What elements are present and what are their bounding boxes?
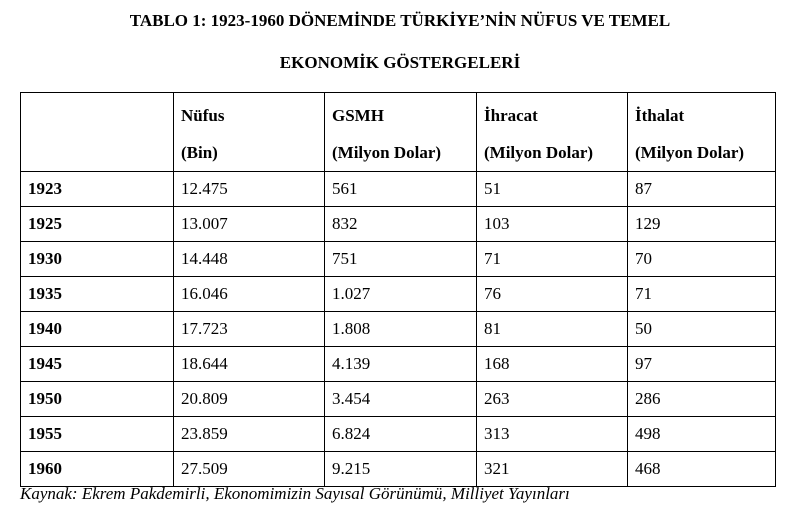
header-exports [477,93,628,172]
year-cell: 1955 [21,417,174,452]
header-label-line-2: (Milyon Dolar) [484,143,594,162]
population-cell: 17.723 [174,312,325,347]
population-cell: 14.448 [174,242,325,277]
header-label-line-1: Nüfus [181,106,225,125]
header-label-line-2: (Bin) [181,143,218,162]
population-cell: 12.475 [174,172,325,207]
table-row [21,207,776,242]
population-cell: 13.007 [174,207,325,242]
exports-cell: 51 [477,172,628,207]
year-cell: 1923 [21,172,174,207]
gnp-cell: 751 [325,242,477,277]
imports-cell: 286 [628,382,776,417]
table-row [21,417,776,452]
year-cell: 1960 [21,452,174,487]
exports-cell: 81 [477,312,628,347]
header-imports [628,93,776,172]
header-label-line-1: İthalat [635,106,685,125]
table-row [21,312,776,347]
table-header-row [21,93,776,172]
imports-cell: 50 [628,312,776,347]
gnp-cell: 832 [325,207,477,242]
header-year-column [21,93,174,172]
table-row [21,382,776,417]
exports-cell: 313 [477,417,628,452]
header-label-line-2: (Milyon Dolar) [635,143,745,162]
header-population [174,93,325,172]
gnp-cell: 1.808 [325,312,477,347]
imports-cell: 71 [628,277,776,312]
gnp-cell: 4.139 [325,347,477,382]
year-cell: 1945 [21,347,174,382]
year-cell: 1950 [21,382,174,417]
imports-cell: 87 [628,172,776,207]
exports-cell: 71 [477,242,628,277]
table-title-line-2: EKONOMİK GÖSTERGELERİ [279,53,521,72]
table-row [21,452,776,487]
exports-cell: 263 [477,382,628,417]
year-cell: 1930 [21,242,174,277]
exports-cell: 76 [477,277,628,312]
statistics-table [20,92,776,487]
header-label-line-1: GSMH [332,106,384,125]
exports-cell: 168 [477,347,628,382]
year-cell: 1935 [21,277,174,312]
header-label-line-2: (Milyon Dolar) [332,143,442,162]
year-cell: 1925 [21,207,174,242]
exports-cell: 321 [477,452,628,487]
population-cell: 18.644 [174,347,325,382]
table-row [21,242,776,277]
table-row [21,172,776,207]
table-row [21,347,776,382]
imports-cell: 498 [628,417,776,452]
source-citation: Kaynak: Ekrem Pakdemirli, Ekonomimizin Sayısal Görünümü, Milliyet Yayınları [20,484,570,503]
imports-cell: 70 [628,242,776,277]
population-cell: 16.046 [174,277,325,312]
population-cell: 27.509 [174,452,325,487]
header-gnp [325,93,477,172]
exports-cell: 103 [477,207,628,242]
table-row [21,277,776,312]
gnp-cell: 1.027 [325,277,477,312]
imports-cell: 129 [628,207,776,242]
gnp-cell: 3.454 [325,382,477,417]
table-title-line-1: TABLO 1: 1923-1960 DÖNEMİNDE TÜRKİYE’NİN NÜFUS VE TEMEL [129,11,671,30]
imports-cell: 468 [628,452,776,487]
header-label-line-1: İhracat [484,106,538,125]
population-cell: 20.809 [174,382,325,417]
gnp-cell: 6.824 [325,417,477,452]
year-cell: 1940 [21,312,174,347]
gnp-cell: 9.215 [325,452,477,487]
imports-cell: 97 [628,347,776,382]
gnp-cell: 561 [325,172,477,207]
population-cell: 23.859 [174,417,325,452]
